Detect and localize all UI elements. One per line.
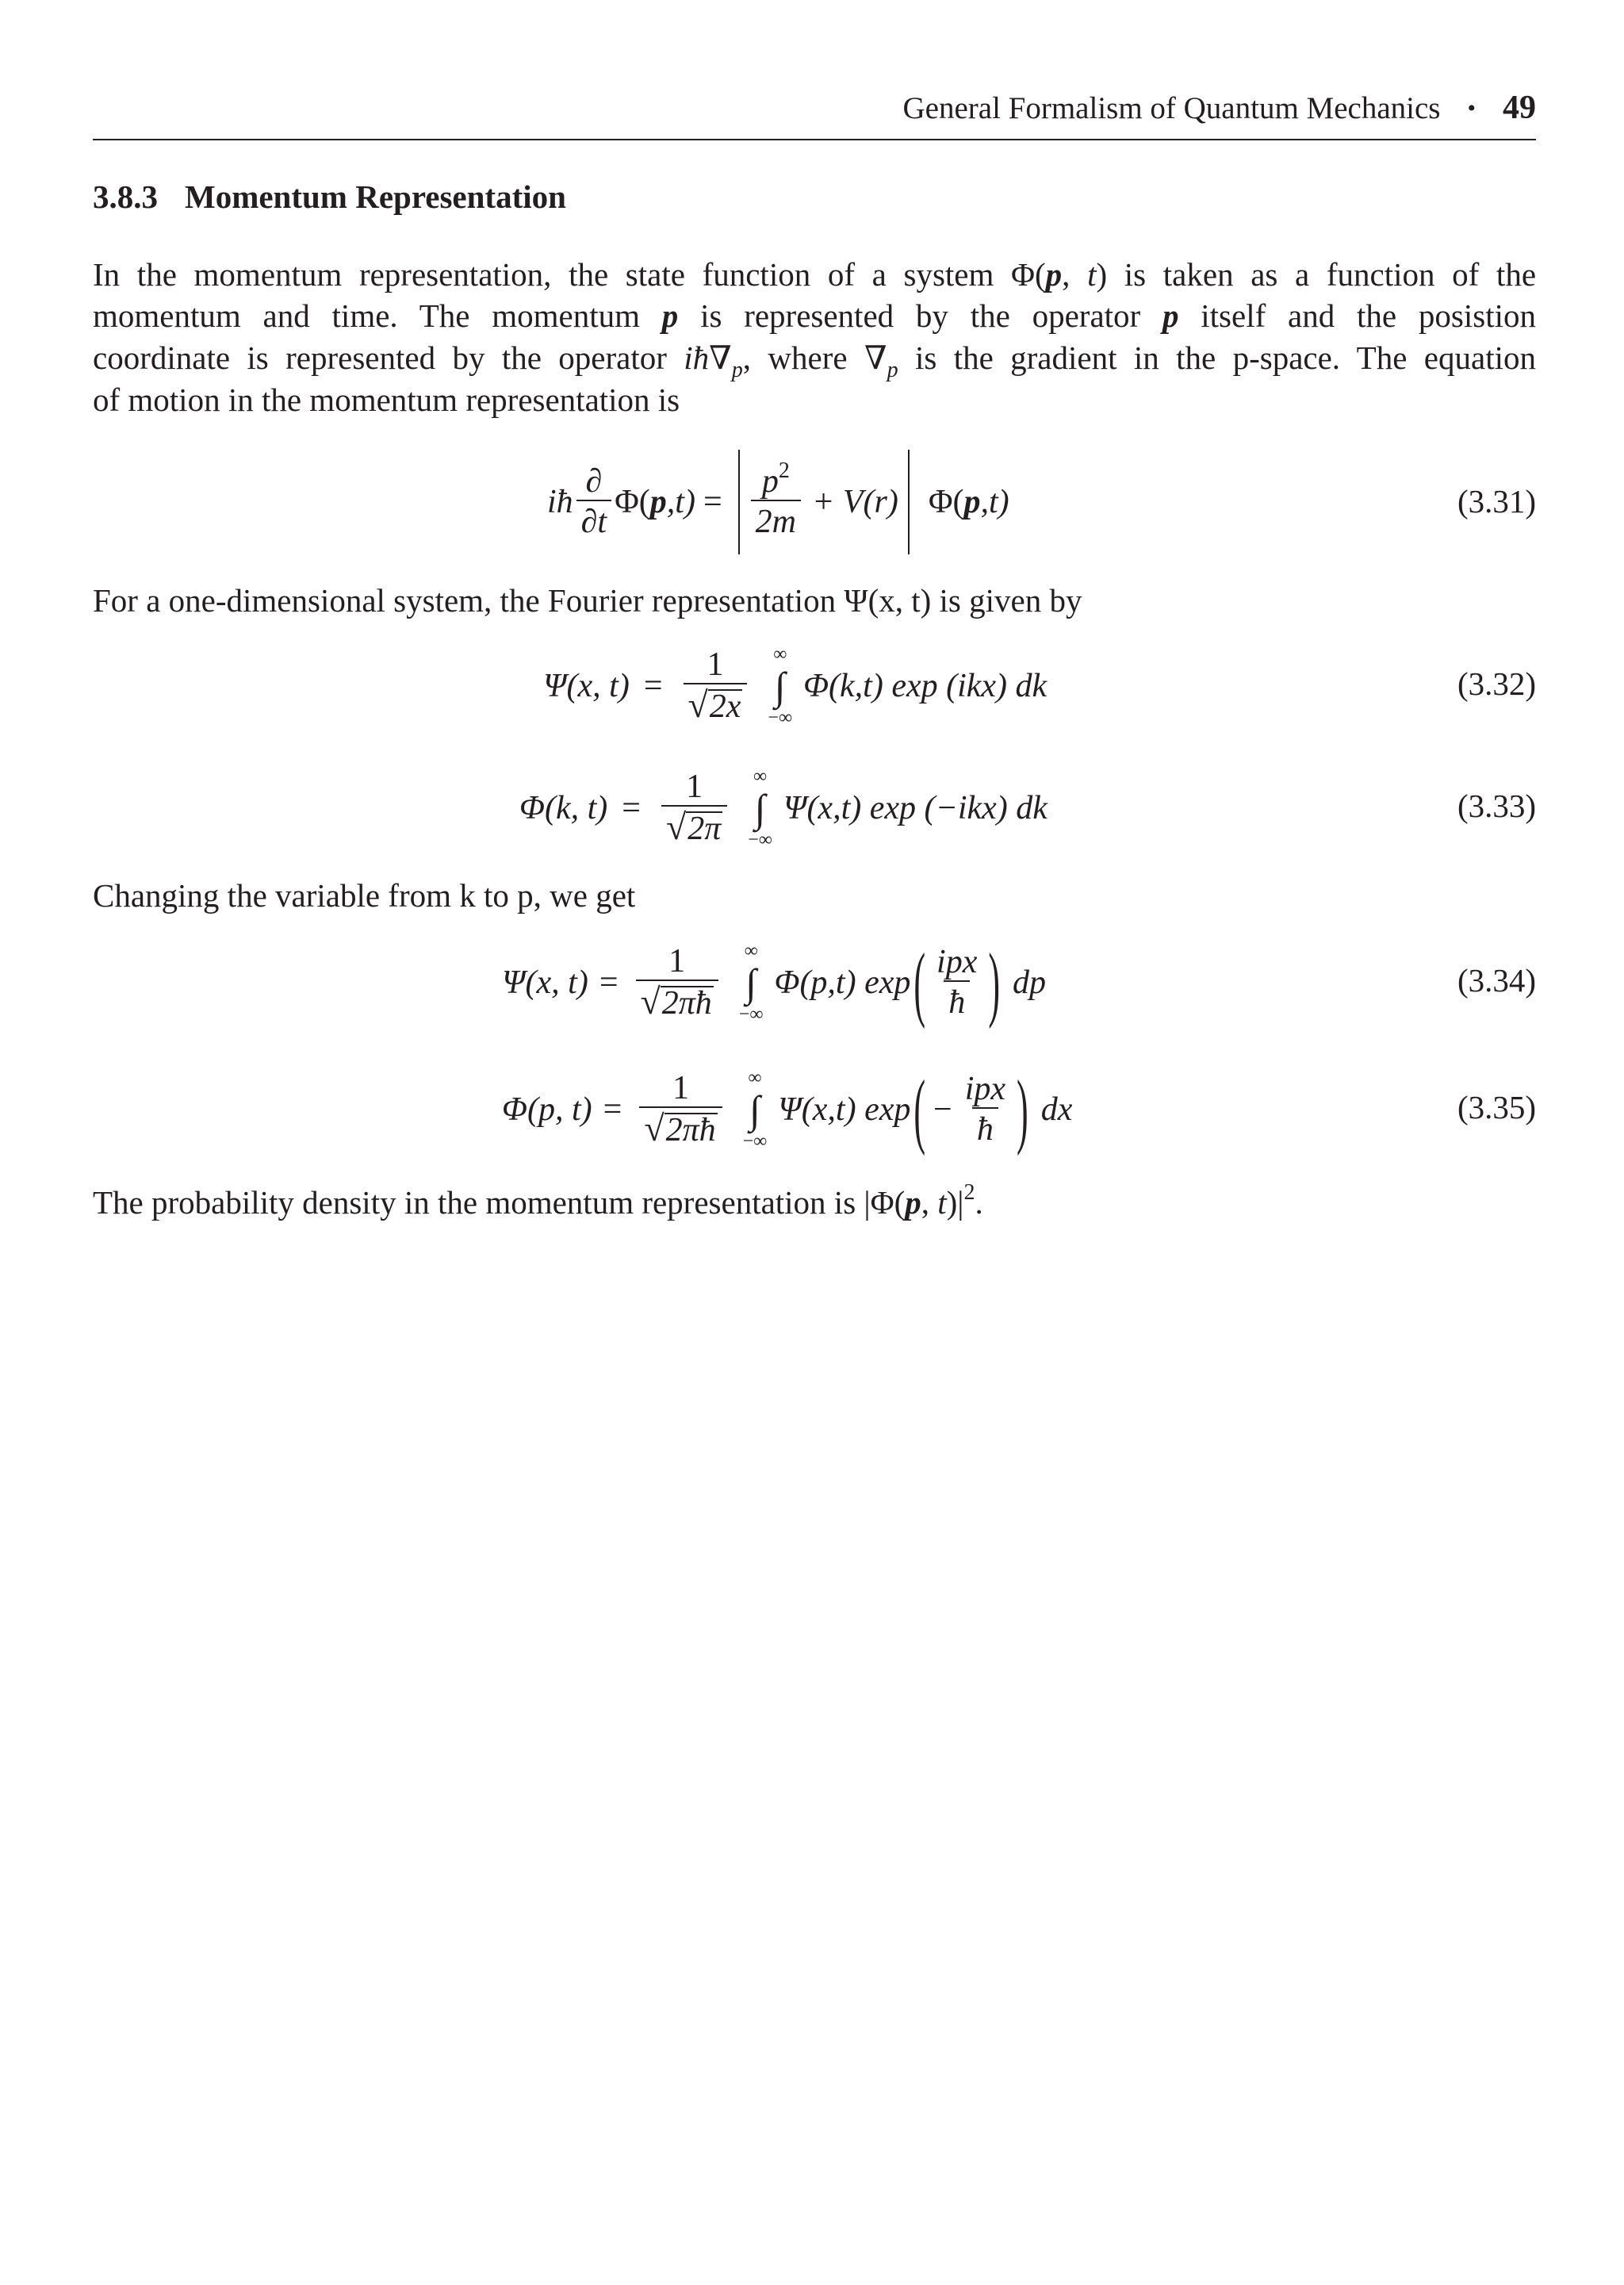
para4 [93, 1182, 1536, 1224]
integral-icon: ∞ ∫ −∞ [742, 1068, 768, 1152]
section-title: Momentum Representation [185, 178, 566, 215]
integral-icon: ∞ ∫ −∞ [748, 766, 772, 850]
text: , [1062, 256, 1088, 293]
lower-limit: −∞ [742, 1131, 768, 1152]
equals: = [603, 1091, 622, 1128]
math-operator: iħ∇ [684, 339, 732, 376]
text: , [921, 1184, 938, 1221]
math: iħ [547, 484, 573, 520]
upper-limit: ∞ [744, 941, 758, 961]
equation-3-34 [502, 923, 1046, 1042]
numerator: ipx [964, 1071, 1006, 1107]
equation-number: (3.33) [1457, 788, 1536, 824]
denominator: 2m [751, 500, 801, 541]
math: p [649, 484, 667, 520]
integrand: Φ(p,t) exp [774, 964, 911, 1001]
math: p [963, 484, 981, 520]
text: is the gradient in the p-space. The equation [898, 339, 1536, 376]
math-p: p [1045, 256, 1063, 293]
upper-limit: ∞ [748, 1068, 762, 1088]
math: ,t) [666, 484, 695, 520]
math: ,t) [980, 484, 1009, 520]
integrand: Ψ(x,t) exp [778, 1091, 911, 1128]
text: ) is taken as a function of the [1096, 256, 1537, 293]
subscript: p [887, 358, 898, 382]
section-heading [93, 178, 566, 216]
text: The probability density in the momentum representation is |Φ( [93, 1184, 906, 1221]
math: Ψ(x, t) [543, 668, 630, 704]
radicand: 2π [688, 811, 722, 847]
lower-limit: −∞ [768, 707, 793, 728]
left-paren: ( [914, 936, 926, 1029]
para1-line4: of motion in the momentum representation is [93, 381, 680, 418]
left-bracket [738, 450, 740, 554]
superscript: 2 [778, 458, 790, 483]
bullet: • [1467, 95, 1476, 121]
integrand: Ψ(x,t) exp (−ikx) dk [783, 790, 1048, 826]
text: is represented by the operator [678, 297, 1162, 334]
text: )| [946, 1184, 964, 1221]
denominator: ħ [944, 980, 970, 1022]
para1-line3 [93, 337, 1536, 382]
equation-3-31 [547, 444, 1009, 560]
integrand: Φ(k,t) exp (ikx) dk [803, 668, 1048, 704]
math-p: p [661, 297, 679, 334]
page-number: 49 [1503, 90, 1536, 126]
upper-limit: ∞ [773, 644, 787, 665]
sqrt-icon: √ [688, 684, 708, 725]
numerator: 1 [668, 943, 686, 980]
text: , where ∇ [742, 339, 887, 376]
text: In the momentum representation, the state function of a system Φ( [93, 256, 1046, 293]
sqrt-icon: √ [640, 981, 661, 1022]
denominator: ħ [972, 1107, 998, 1148]
radicand: 2πħ [661, 985, 712, 1022]
math: dx [1040, 1091, 1073, 1128]
equation-3-35 [502, 1050, 1072, 1169]
sqrt-icon: √ [644, 1108, 665, 1148]
equation-number: (3.34) [1457, 962, 1536, 999]
equation-number: (3.31) [1457, 483, 1536, 519]
text: coordinate is represented by the operator [93, 339, 684, 376]
numerator: 1 [686, 769, 703, 805]
math-t: t [937, 1184, 947, 1221]
math: Φ( [928, 484, 964, 520]
running-title: General Formalism of Quantum Mechanics [902, 91, 1441, 125]
sqrt-icon: √ [665, 807, 687, 847]
math-p: p [1162, 297, 1179, 334]
equation-number: (3.35) [1457, 1089, 1536, 1125]
integral-icon: ∞ ∫ −∞ [738, 941, 764, 1025]
math: dp [1013, 964, 1046, 1001]
equals: = [703, 484, 722, 520]
minus: − [933, 1091, 952, 1128]
para1-line1 [93, 254, 1536, 296]
math: Φ(p, t) [502, 1091, 592, 1128]
upper-limit: ∞ [753, 766, 768, 787]
superscript: 2 [963, 1180, 975, 1205]
left-paren: ( [914, 1063, 926, 1156]
right-paren: ) [988, 936, 1000, 1029]
radicand: 2x [709, 688, 741, 725]
numerator: ipx [936, 944, 978, 980]
equation-3-32 [543, 627, 1047, 746]
right-paren: ) [1017, 1063, 1028, 1156]
lower-limit: −∞ [748, 830, 772, 850]
numerator: p [761, 463, 779, 500]
math: Φ( [615, 484, 650, 520]
para2: For a one-dimensional system, the Fourier representation Ψ(x, t) is given by [93, 582, 1082, 619]
text: momentum and time. The momentum [93, 297, 662, 334]
numerator: ∂ [585, 463, 603, 500]
equals: = [599, 964, 619, 1001]
equals: = [622, 790, 641, 826]
text: itself and the posistion [1178, 297, 1536, 334]
numerator: 1 [707, 646, 724, 683]
math-p: p [905, 1184, 921, 1221]
lower-limit: −∞ [738, 1004, 764, 1025]
equals: = [643, 668, 663, 704]
equation-3-33 [519, 749, 1048, 868]
radicand: 2πħ [665, 1112, 716, 1148]
header-rule [93, 139, 1536, 140]
subscript: p [731, 358, 743, 382]
integral-icon: ∞ ∫ −∞ [768, 644, 793, 728]
para1-line2 [93, 295, 1536, 337]
right-bracket [908, 450, 910, 554]
running-header [93, 89, 1536, 127]
equation-number: (3.32) [1457, 665, 1536, 702]
math: + V(r) [811, 484, 898, 520]
text: . [975, 1184, 983, 1221]
section-number: 3.8.3 [93, 178, 158, 215]
math: Φ(k, t) [519, 790, 608, 826]
math: Ψ(x, t) [502, 964, 588, 1001]
math-t: t [1087, 256, 1097, 293]
denominator: ∂t [576, 500, 611, 541]
numerator: 1 [672, 1070, 689, 1106]
para3: Changing the variable from k to p, we get [93, 877, 636, 914]
